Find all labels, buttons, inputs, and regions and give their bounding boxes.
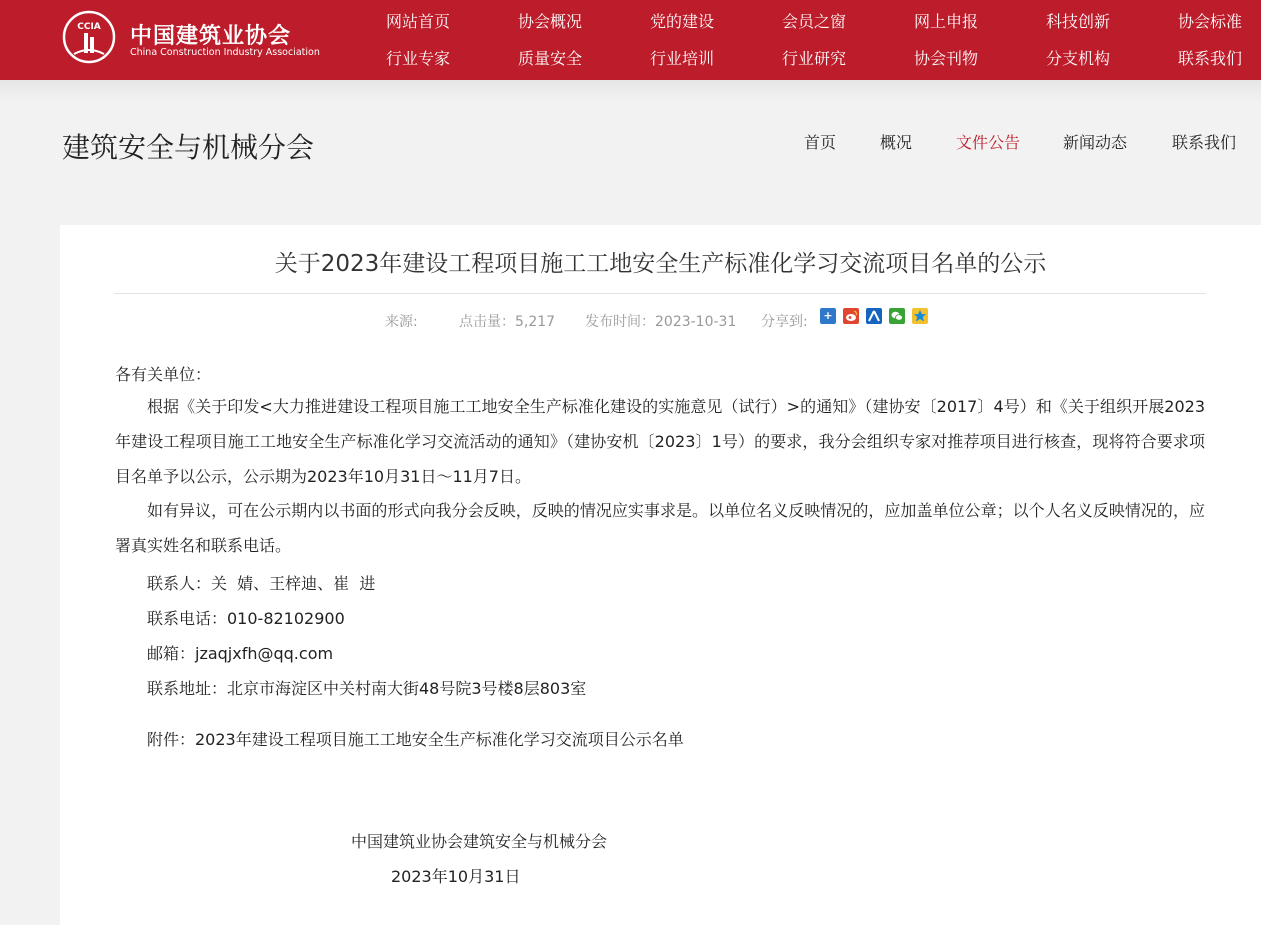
signature-organization: 中国建筑业协会建筑安全与机械分会	[351, 832, 608, 851]
ccia-emblem-icon	[62, 10, 116, 64]
signature-date: 2023年10月31日	[391, 867, 521, 886]
nav-training[interactable]: 行业培训	[649, 49, 714, 68]
article-title: 关于2023年建设工程项目施工工地安全生产标准化学习交流项目名单的公示	[274, 251, 1047, 277]
meta-clicks: 点击量：5,217	[459, 314, 556, 330]
section-title: 建筑安全与机械分会	[62, 131, 315, 164]
nav-tech[interactable]: 科技创新	[1045, 12, 1110, 31]
nav-about[interactable]: 协会概况	[517, 12, 582, 31]
nav-members[interactable]: 会员之窗	[781, 12, 846, 31]
nav-standards[interactable]: 协会标准	[1177, 12, 1242, 31]
subnav-home[interactable]: 首页	[804, 133, 837, 152]
wechat-icon[interactable]	[889, 308, 905, 324]
meta-source: 来源:	[385, 314, 418, 330]
weibo-icon[interactable]	[843, 308, 859, 324]
contact-address: 联系地址：北京市海淀区中关村南大街48号院3号楼8层803室	[147, 679, 587, 698]
qq-space-icon[interactable]	[912, 308, 928, 324]
site-name-en: China Construction Industry Association	[130, 47, 320, 58]
nav-research[interactable]: 行业研究	[781, 49, 846, 68]
contact-phone: 联系电话：010-82102900	[147, 609, 345, 628]
header-shadow-strip	[0, 80, 1261, 102]
qzone-plus-icon[interactable]: +	[820, 308, 836, 324]
nav-party[interactable]: 党的建设	[649, 12, 714, 31]
site-header	[0, 0, 1261, 80]
paragraph-basis: 根据《关于印发<大力推进建设工程项目施工工地安全生产标准化建设的实施意见（试行）>的通知》（建协安〔2017〕4号）和《关于组织开展2023年建设工程项目施工工地安全生产标准化学习交流活动的通知》（建协安机〔2023〕1号）的要求，我分会组织专家对推荐项目进行核查，现将符合要求项目名单予以公示，公示期为2023年10月31日～11月7日。	[115, 397, 1205, 486]
subnav-contact[interactable]: 联系我们	[1172, 133, 1237, 152]
main-navigation	[368, 0, 1261, 80]
attachment-link[interactable]: 附件：2023年建设工程项目施工工地安全生产标准化学习交流项目公示名单	[147, 730, 684, 749]
nav-quality-safety[interactable]: 质量安全	[517, 49, 582, 68]
meta-share-label: 分享到:	[761, 314, 808, 330]
contact-person: 联系人：关 婧、王梓迪、崔 进	[147, 574, 376, 593]
nav-home[interactable]: 网站首页	[385, 12, 450, 31]
salutation: 各有关单位：	[115, 365, 212, 384]
nav-branches[interactable]: 分支机构	[1045, 49, 1110, 68]
nav-experts[interactable]: 行业专家	[385, 49, 450, 68]
article-card	[60, 225, 1261, 925]
meta-publish-date: 发布时间：2023-10-31	[585, 314, 737, 330]
nav-online-apply[interactable]: 网上申报	[913, 12, 978, 31]
subnav-overview[interactable]: 概况	[880, 133, 913, 152]
site-name-cn: 中国建筑业协会	[130, 24, 292, 49]
renren-icon[interactable]	[866, 308, 882, 324]
title-divider	[114, 293, 1206, 294]
site-logo[interactable]	[62, 10, 320, 68]
nav-contact[interactable]: 联系我们	[1177, 49, 1242, 68]
svg-text:CCIA: CCIA	[77, 22, 101, 32]
subnav-notices[interactable]: 文件公告	[956, 133, 1021, 152]
subnav-news[interactable]: 新闻动态	[1063, 133, 1128, 152]
contact-email: 邮箱：jzaqjxfh@qq.com	[147, 644, 334, 663]
paragraph-objection: 如有异议，可在公示期内以书面的形式向我分会反映，反映的情况应实事求是。以单位名义反映情况的，应加盖单位公章；以个人名义反映情况的，应署真实姓名和联系电话。	[115, 501, 1205, 555]
nav-publications[interactable]: 协会刊物	[913, 49, 978, 68]
